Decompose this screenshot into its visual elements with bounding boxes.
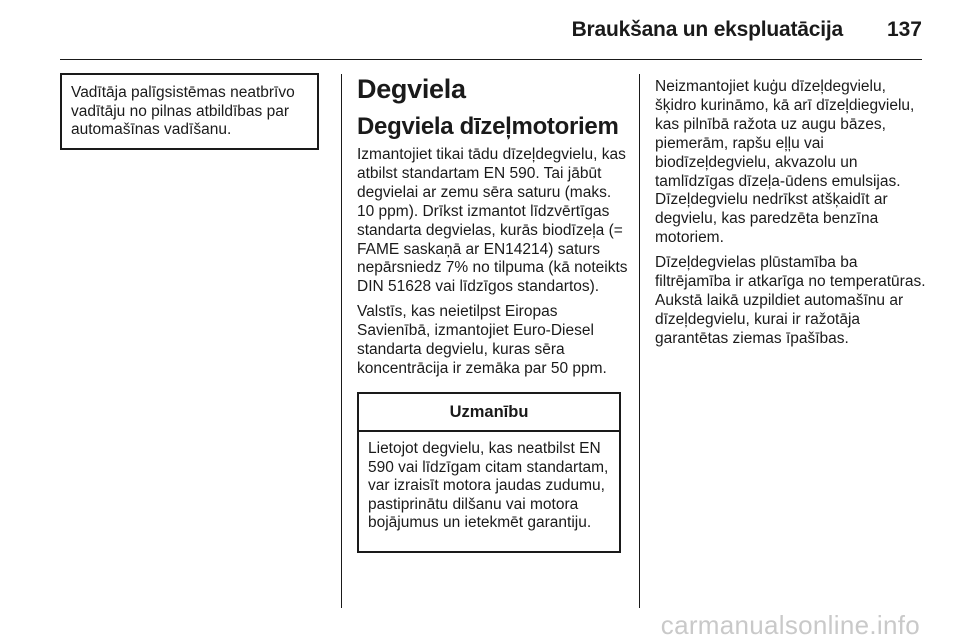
column-divider-left [341, 74, 342, 608]
caution-text: Lietojot degvielu, kas neatbilst EN 590 vai līdzīgam citam standartam, var izraisīt motora jaudas zudumu, pastiprinātu dilšanu vai motora bojājumus un ietekmēt garantiju. [368, 440, 609, 531]
note-box [60, 73, 319, 150]
column-divider-right [639, 74, 640, 608]
caution-title: Uzmanību [359, 394, 619, 432]
paragraph: Izmantojiet tikai tādu dīzeļdegvielu, kas atbilst standartam EN 590. Tai jābūt degvielai ar zemu sēra saturu (maks. 10 ppm). Drīkst izmantot līdzvērtīgas standarta degvielas, kurās biodīzeļa (= FAME saskaņā ar EN14214) saturs nepārsniedz 7% no tilpuma (kā noteikts DIN 51628 vai līdzīgos standartos). [357, 146, 628, 296]
header-divider [60, 59, 922, 60]
paragraph: Neizmantojiet kuģu dīzeļdegvielu, šķidro kurināmo, kā arī dīzeļdiegvielu, kas pilnībā ražota uz augu bāzes, piemerām, rapšu eļļu vai biodīzeļdegvielu, akvazolu un tamlīdzīgas dīzeļa-ūdens emulsijas. Dīzeļdegvielu nedrīkst atšķaidīt ar degvielu, kas paredzēta benzīna motoriem. [655, 78, 915, 247]
watermark: carmanualsonline.info [660, 610, 920, 640]
paragraph: Valstīs, kas neietilpst Eiropas Savienībā, izmantojiet Euro-Diesel standarta degvielu, kuras sēra koncentrācija ir zemāka par 50 ppm. [357, 303, 607, 377]
column-right [655, 78, 930, 355]
page-title: Braukšana un ekspluatācija [571, 18, 843, 41]
page-number: 137 [886, 18, 922, 41]
caution-box [357, 392, 621, 553]
paragraph: Dīzeļdegvielas plūstamība ba filtrējamība ir atkarīga no temperatūras. Aukstā laikā uzpildiet automašīnu ar dīzeļdegvielu, kurai ir ražotāja garantētas ziemas īpašības. [655, 254, 926, 347]
subsection-title: Degviela dīzeļmotoriem [357, 113, 619, 140]
page-header [0, 0, 960, 60]
section-title: Degviela [357, 74, 466, 104]
note-text: Vadītāja palīgsistēmas neatbrīvo vadītāju no pilnas atbildības par automašīnas vadīšanu. [71, 84, 295, 138]
column-middle [357, 72, 632, 385]
